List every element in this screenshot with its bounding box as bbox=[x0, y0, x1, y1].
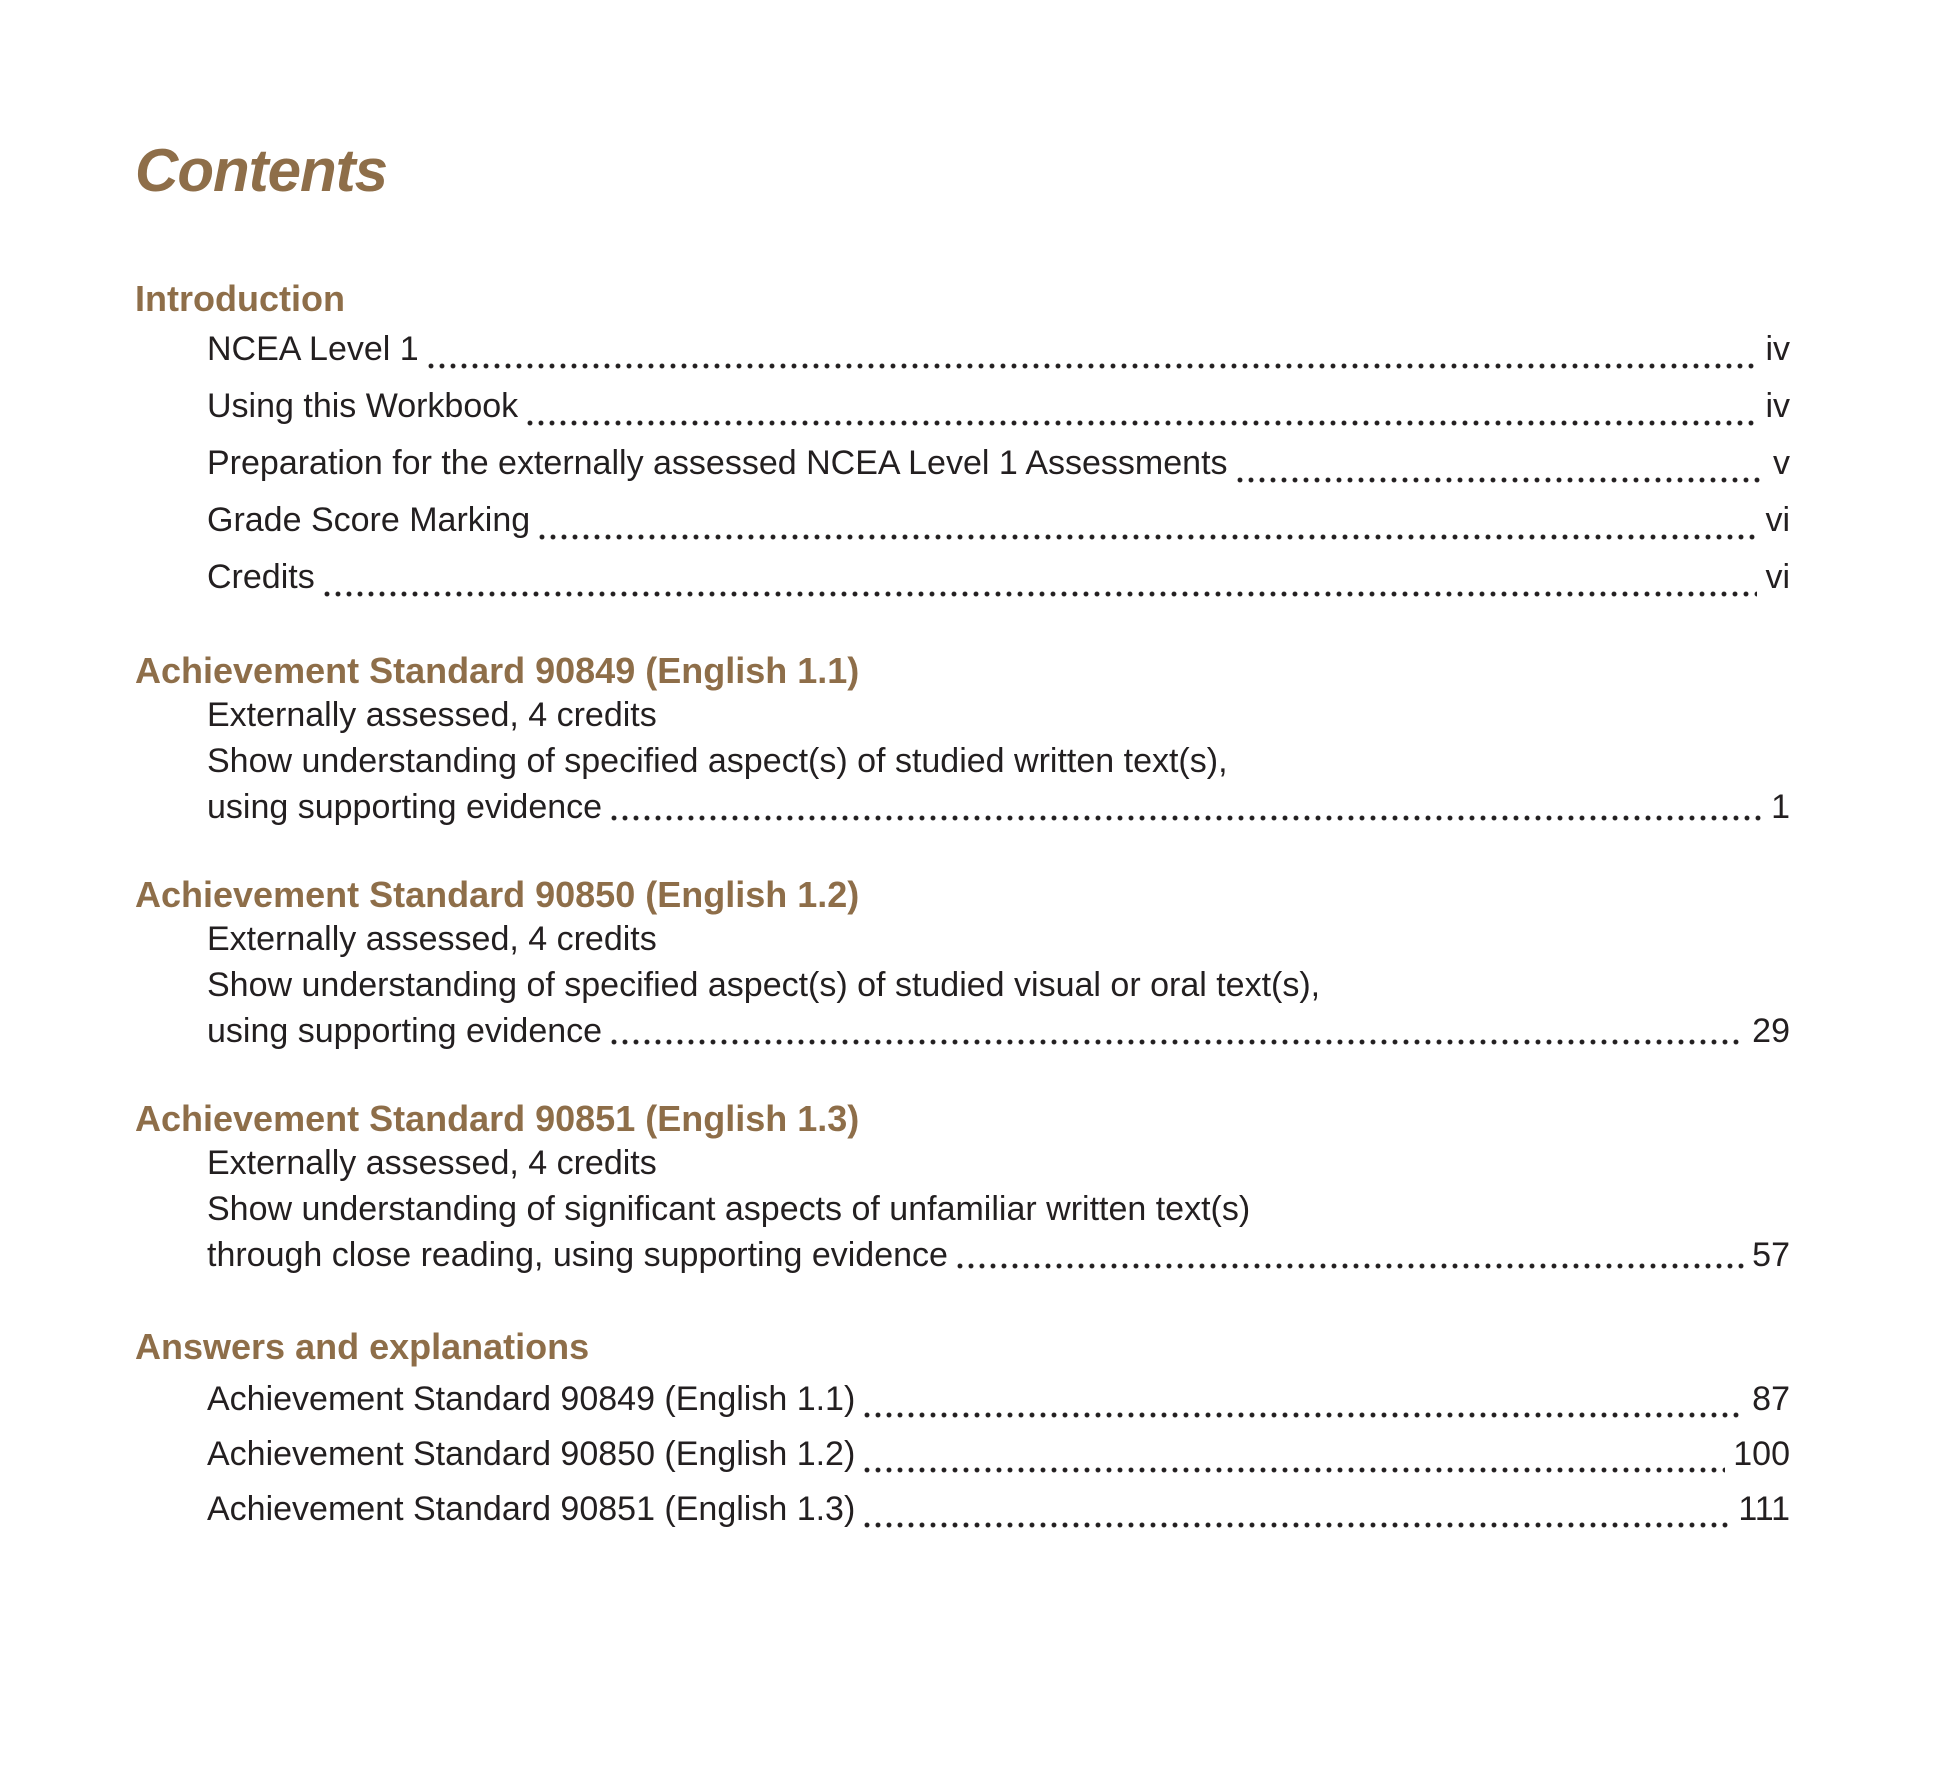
toc-entry-page-number: vi bbox=[1765, 501, 1790, 539]
toc-entry bbox=[207, 492, 1790, 549]
section-entries bbox=[135, 916, 1790, 1054]
section-entries bbox=[135, 692, 1790, 830]
section-heading: Answers and explanations bbox=[135, 1326, 590, 1367]
section-heading: Introduction bbox=[135, 278, 345, 319]
toc-section-standard-90849 bbox=[135, 652, 1790, 830]
dot-leader bbox=[428, 363, 1758, 369]
toc-entry-label: Achievement Standard 90849 (English 1.1) bbox=[207, 1380, 856, 1418]
dot-leader bbox=[864, 1412, 1744, 1418]
toc-entry bbox=[207, 321, 1790, 378]
toc-section-standard-90850 bbox=[135, 876, 1790, 1054]
dot-leader bbox=[864, 1467, 1725, 1473]
dot-leader bbox=[957, 1263, 1744, 1269]
toc-entry-label: using supporting evidence bbox=[207, 1012, 603, 1050]
toc-section-standard-90851 bbox=[135, 1100, 1790, 1278]
toc-entry-page-number: vi bbox=[1765, 558, 1790, 596]
toc-entry-page-number: 57 bbox=[1752, 1236, 1790, 1274]
toc-entry-page-number: iv bbox=[1765, 387, 1790, 425]
section-description-line: Show understanding of specified aspect(s) of studied written text(s), bbox=[207, 742, 1228, 780]
section-entries bbox=[135, 1140, 1790, 1278]
dot-leader bbox=[611, 815, 1763, 821]
toc-entry bbox=[207, 435, 1790, 492]
section-entries bbox=[135, 1372, 1790, 1537]
toc-entry bbox=[207, 1008, 1790, 1054]
page-title: Contents bbox=[135, 137, 387, 204]
toc-entry-label: through close reading, using supporting evidence bbox=[207, 1236, 948, 1274]
section-description-line: Externally assessed, 4 credits bbox=[207, 920, 657, 958]
section-heading: Achievement Standard 90850 (English 1.2) bbox=[135, 874, 860, 915]
toc-section-answers bbox=[135, 1328, 1790, 1537]
section-heading: Achievement Standard 90849 (English 1.1) bbox=[135, 650, 860, 691]
toc-entry bbox=[207, 1482, 1790, 1537]
section-description-line: Show understanding of significant aspects of unfamiliar written text(s) bbox=[207, 1190, 1251, 1228]
toc-entry bbox=[207, 1232, 1790, 1278]
toc-entry-page-number: 100 bbox=[1733, 1435, 1790, 1473]
toc-entry-page-number: 1 bbox=[1771, 788, 1790, 826]
dot-leader bbox=[527, 420, 1757, 426]
toc-entry bbox=[207, 784, 1790, 830]
dot-leader bbox=[324, 591, 1758, 597]
dot-leader bbox=[864, 1522, 1730, 1528]
toc-entry-page-number: iv bbox=[1765, 330, 1790, 368]
toc-entry-page-number: v bbox=[1773, 444, 1790, 482]
toc-entry-page-number: 111 bbox=[1738, 1490, 1790, 1528]
toc-entry bbox=[207, 549, 1790, 606]
toc-entry-label: using supporting evidence bbox=[207, 788, 603, 826]
toc-entry-label: Achievement Standard 90850 (English 1.2) bbox=[207, 1435, 856, 1473]
toc-entry-label: NCEA Level 1 bbox=[207, 330, 419, 368]
toc-entry-page-number: 87 bbox=[1752, 1380, 1790, 1418]
toc-entry-page-number: 29 bbox=[1752, 1012, 1790, 1050]
toc-entry bbox=[207, 1427, 1790, 1482]
toc-entry-label: Preparation for the externally assessed NCEA Level 1 Assessments bbox=[207, 444, 1228, 482]
toc-section-introduction bbox=[135, 280, 1790, 606]
section-heading: Achievement Standard 90851 (English 1.3) bbox=[135, 1098, 860, 1139]
dot-leader bbox=[539, 534, 1757, 540]
toc-entry bbox=[207, 378, 1790, 435]
section-entries bbox=[135, 321, 1790, 606]
toc-entry-label: Grade Score Marking bbox=[207, 501, 531, 539]
toc-entry-label: Credits bbox=[207, 558, 315, 596]
toc-entry-label: Using this Workbook bbox=[207, 387, 519, 425]
dot-leader bbox=[611, 1039, 1744, 1045]
toc-entry bbox=[207, 1372, 1790, 1427]
section-description-line: Externally assessed, 4 credits bbox=[207, 696, 657, 734]
dot-leader bbox=[1237, 477, 1765, 483]
toc-entry-label: Achievement Standard 90851 (English 1.3) bbox=[207, 1490, 856, 1528]
section-description-line: Show understanding of specified aspect(s) of studied visual or oral text(s), bbox=[207, 966, 1321, 1004]
section-description-line: Externally assessed, 4 credits bbox=[207, 1144, 657, 1182]
